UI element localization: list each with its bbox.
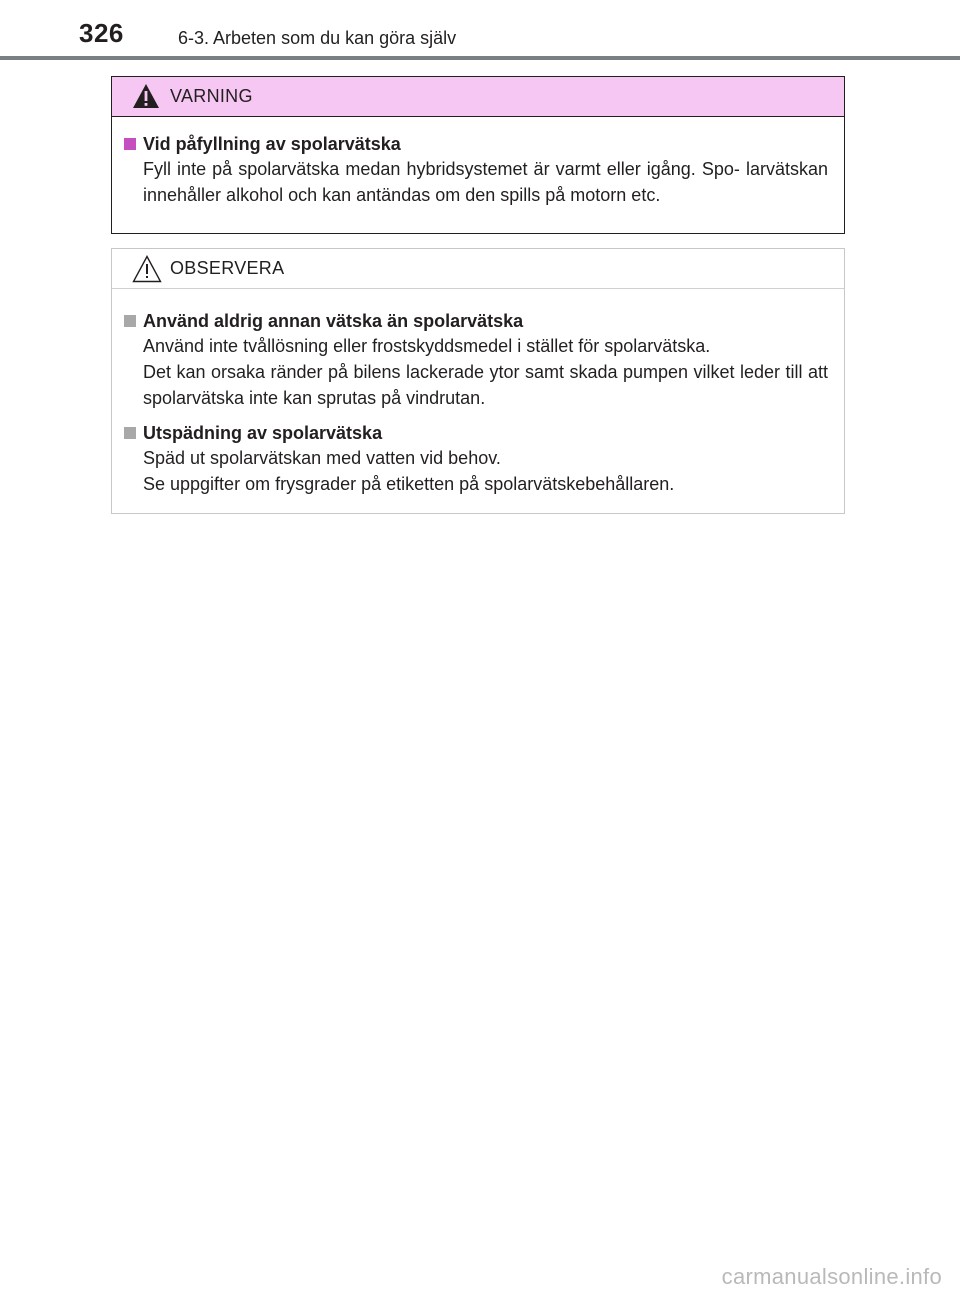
notice-item-text: Det kan orsaka ränder på bilens lackerade ytor samt skada pumpen vilket leder till att spolarvätska inte kan sprutas på vindrutan. xyxy=(143,362,828,408)
notice-item-title xyxy=(124,309,828,333)
header-rule xyxy=(0,56,960,60)
notice-item xyxy=(124,309,828,411)
warning-item-title-text: Vid påfyllning av spolarvätska xyxy=(143,134,401,154)
section-title: 6-3. Arbeten som du kan göra själv xyxy=(178,28,457,48)
warning-item-title xyxy=(124,132,828,156)
notice-item-title-text: Använd aldrig annan vätska än spolarvätska xyxy=(143,311,524,331)
notice-item-title xyxy=(124,421,828,445)
caution-triangle-icon xyxy=(132,255,162,283)
notice-box-body xyxy=(112,289,844,497)
notice-item-text: Späd ut spolarvätskan med vatten vid behov. xyxy=(143,448,501,468)
warning-label: VARNING xyxy=(170,86,253,106)
notice-box-header xyxy=(112,249,844,289)
square-bullet-icon xyxy=(124,427,136,439)
notice-item-text: Använd inte tvållösning eller frostskyddsmedel i stället för spolarvätska. xyxy=(143,336,711,356)
warning-item-text: Fyll inte på spolarvätska medan hybridsystemet är varmt eller igång. Spo- larvätskan innehåller alkohol och kan antändas om den spills på motorn etc. xyxy=(143,159,828,205)
warning-box xyxy=(111,76,845,234)
notice-item-text: Se uppgifter om frysgrader på etiketten på spolarvätskebehållaren. xyxy=(143,474,675,494)
watermark: carmanualsonline.info xyxy=(721,1264,942,1289)
warning-box-header xyxy=(112,77,844,117)
warning-item xyxy=(124,132,828,208)
notice-item-title-text: Utspädning av spolarvätska xyxy=(143,423,383,443)
warning-box-body xyxy=(112,117,844,208)
notice-item xyxy=(124,421,828,497)
warning-triangle-icon xyxy=(132,83,160,109)
page-number: 326 xyxy=(79,18,124,48)
square-bullet-icon xyxy=(124,138,136,150)
square-bullet-icon xyxy=(124,315,136,327)
notice-label: OBSERVERA xyxy=(170,258,285,278)
notice-box xyxy=(111,248,845,514)
